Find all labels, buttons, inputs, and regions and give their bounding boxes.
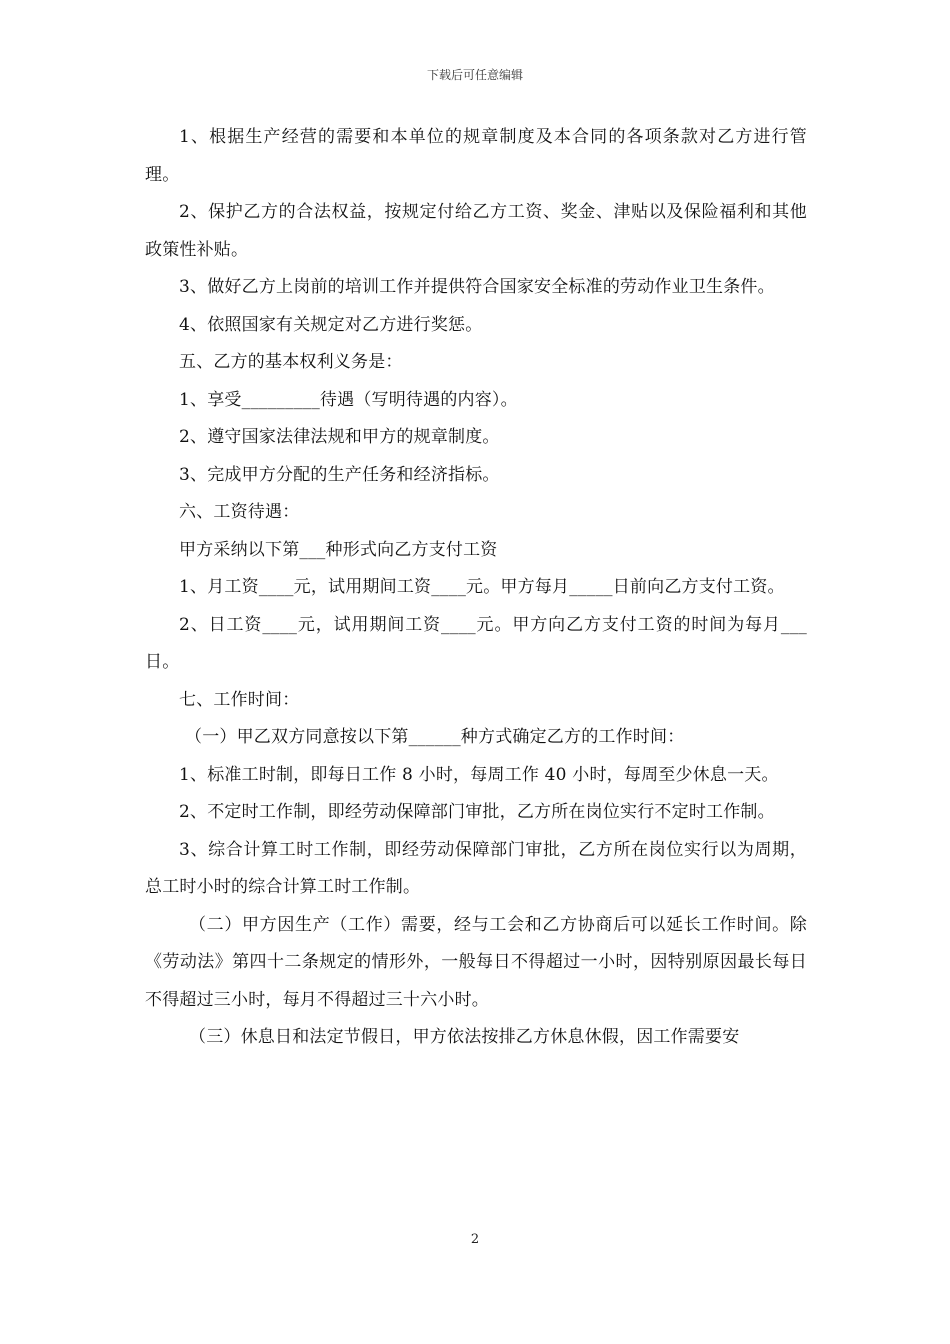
section-heading: 七、工作时间： [179, 689, 300, 710]
paragraph: （二）甲方因生产（工作）需要，经与工会和乙方协商后可以延长工作时间。除《劳动法》第四十二条规定的情形外，一般每日不得超过一小时，因特别原因最长每日不得超过三小时，每月不得超过三十六小时。 [145, 914, 807, 1010]
paragraph: 4、依照国家有关规定对乙方进行奖惩。 [179, 314, 483, 335]
paragraph: 2、遵守国家法律法规和甲方的规章制度。 [179, 427, 500, 447]
paragraph: 3、做好乙方上岗前的培训工作并提供符合国家安全标准的劳动作业卫生条件。 [179, 277, 775, 297]
paragraph: 1、标准工时制，即每日工作 8 小时，每周工作 40 小时，每周至少休息一天。 [179, 764, 779, 785]
paragraph: 甲方采纳以下第___种形式向乙方支付工资 [179, 539, 498, 560]
paragraph: 2、不定时工作制，即经劳动保障部门审批，乙方所在岗位实行不定时工作制。 [179, 802, 775, 822]
paragraph: （一）甲乙双方同意按以下第______种方式确定乙方的工作时间： [185, 727, 685, 747]
page-number: 2 [470, 1232, 480, 1247]
paragraph: 2、保护乙方的合法权益，按规定付给乙方工资、奖金、津贴以及保险福利和其他政策性补贴。 [145, 202, 807, 260]
page-header: 下载后可任意编辑 [426, 68, 523, 82]
paragraph: （三）休息日和法定节假日，甲方依法按排乙方休息休假，因工作需要安 [189, 1027, 740, 1047]
paragraph: 3、完成甲方分配的生产任务和经济指标。 [179, 464, 500, 485]
paragraph: 1、根据生产经营的需要和本单位的规章制度及本合同的各项条款对乙方进行管理。 [145, 127, 807, 185]
paragraph: 3、综合计算工时工作制，即经劳动保障部门审批，乙方所在岗位实行以为周期，总工时小时的综合计算工时工作制。 [145, 839, 807, 897]
section-heading: 五、乙方的基本权利义务是： [179, 352, 403, 372]
document-body [145, 119, 807, 1057]
paragraph: 1、月工资____元，试用期间工资____元。甲方每月_____日前向乙方支付工资。 [179, 577, 785, 597]
section-heading: 六、工资待遇： [179, 502, 300, 522]
paragraph: 1、享受_________待遇（写明待遇的内容）。 [179, 389, 518, 410]
paragraph: 2、日工资____元，试用期间工资____元。甲方向乙方支付工资的时间为每月___日。 [145, 614, 807, 672]
